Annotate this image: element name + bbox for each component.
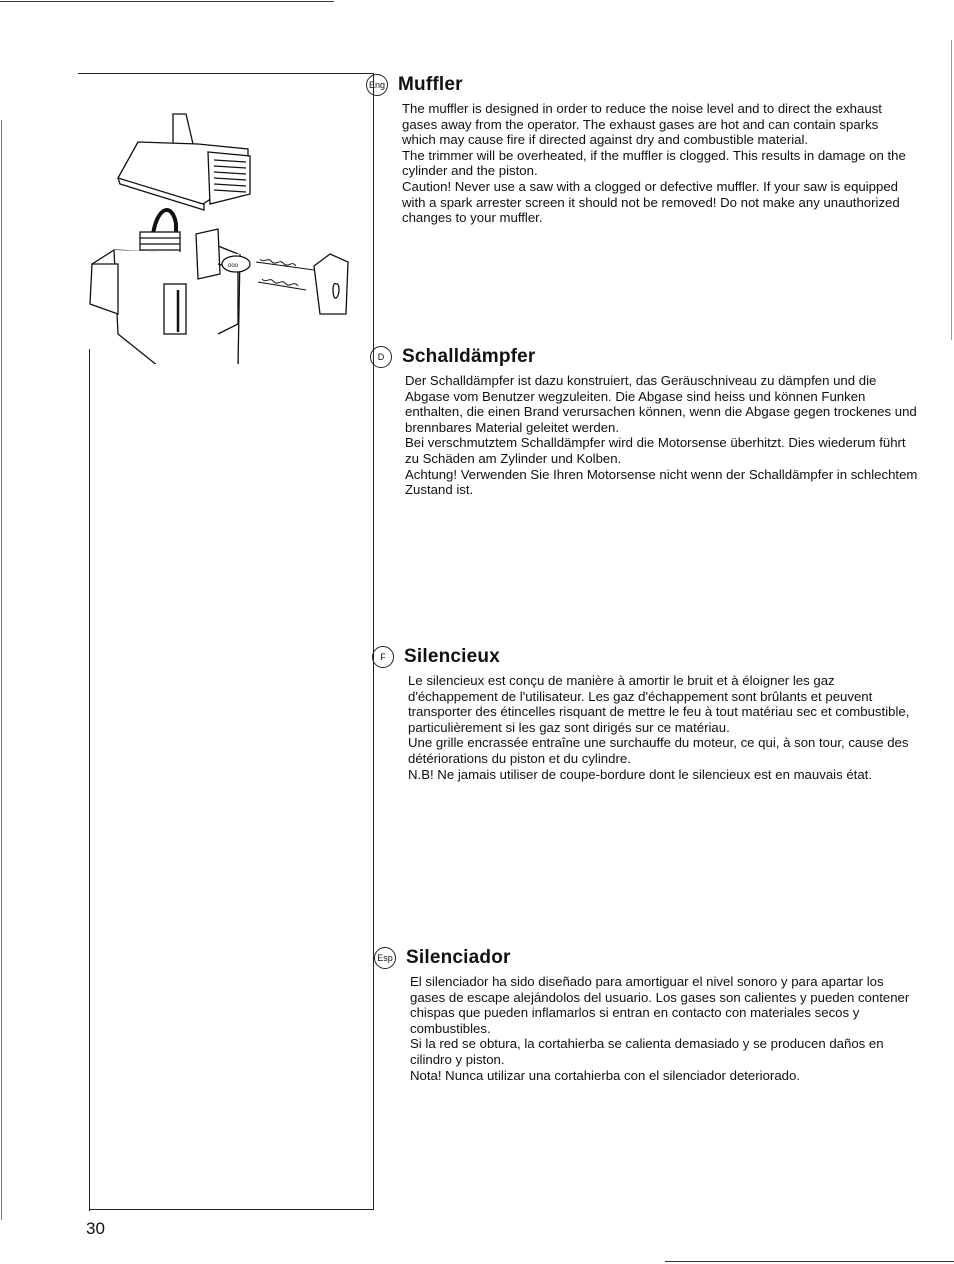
right-edge-line	[951, 40, 952, 340]
section-body	[410, 974, 922, 1083]
section-title: Silenciador	[406, 947, 511, 968]
paragraph: Caution! Never use a saw with a clogged or defective muffler. If your saw is equipped with a spark arrester screen it should not be removed! Do not make any unauthorized changes to your muffler.	[402, 178, 900, 226]
section-title: Schalldämpfer	[402, 346, 536, 367]
section-body	[405, 373, 918, 498]
language-badge-icon: Esp	[374, 947, 396, 969]
panel-inner-line	[89, 349, 90, 1211]
bottom-rule	[665, 1261, 954, 1262]
paragraph: The trimmer will be overheated, if the muffler is clogged. This results in damage on the cylinder and the piston.	[402, 147, 906, 179]
section-spanish	[374, 946, 922, 1083]
section-french	[372, 645, 920, 782]
section-header	[370, 345, 918, 369]
paragraph: Une grille encrassée entraîne une surchauffe du moteur, ce qui, à son tour, cause des détériorations du piston et du cylindre.	[408, 735, 909, 766]
section-german	[370, 345, 918, 498]
paragraph: Nota! Nunca utilizar una cortahierba con el silenciador deteriorado.	[410, 1067, 800, 1083]
paragraph: Si la red se obtura, la cortahierba se calienta demasiado y se producen daños en cilindro y piston.	[410, 1036, 884, 1067]
language-badge-icon: F	[372, 646, 394, 668]
language-badge-icon: D	[370, 346, 392, 368]
paragraph: Achtung! Verwenden Sie Ihren Motorsense nicht wenn der Schalldämpfer in schlechtem Zustand ist.	[405, 466, 918, 498]
svg-text:ooo: ooo	[228, 263, 239, 269]
paragraph: Bei verschmutztem Schalldämpfer wird die Motorsense überhitzt. Dies wiederum führt zu Schäden am Zylinder und Kolben.	[405, 435, 906, 466]
section-header	[374, 946, 922, 970]
top-rule	[0, 1, 334, 2]
paragraph: The muffler is designed in order to reduce the noise level and to direct the exhaust gases away from the operator. The exhaust gases are hot and can contain sparks which may cause fire if directed against dry and combustible material.	[402, 101, 882, 148]
section-title: Silencieux	[404, 646, 500, 667]
panel-bottom-line	[89, 1209, 374, 1210]
section-header	[366, 73, 914, 97]
paragraph: Der Schalldämpfer ist dazu konstruiert, das Geräuschniveau zu dämpfen und die Abgase vom Benutzer wegzuleiten. Die Abgase sind heiss und können Funken enthalten, die einen Brand verursachen können, wenn die Abgase gegen trockenes und brennbares Material geleitet werden.	[405, 373, 917, 435]
section-header	[372, 645, 920, 669]
paragraph: El silenciador ha sido diseñado para amortiguar el nivel sonoro y para apartar los gases de escape alejándolos del usuario. Los gases son calientes y pueden contener chispas que pueden inflamarlos si entran en contacto con materiales secos y combustibles.	[410, 974, 910, 1036]
section-body	[402, 101, 914, 226]
paragraph: Le silencieux est conçu de manière à amortir le bruit et à éloigner les gaz d'échappement de l'utilisateur. Les gaz d'échappement sont brûlants et peuvent transporter des étincelles risquant de mettre le feu à tout matériau sec et combustible, particulièrement si les gaz sont dirigés sur ce matériau.	[408, 673, 910, 735]
page-number: 30	[86, 1219, 105, 1238]
left-edge-line	[1, 120, 2, 1220]
section-english	[366, 73, 914, 226]
paragraph: N.B! Ne jamais utiliser de coupe-bordure dont le silencieux est en mauvais état.	[408, 766, 872, 782]
section-body	[408, 673, 920, 782]
language-badge-icon: Eng	[366, 74, 388, 96]
muffler-assembly-illustration	[78, 104, 374, 364]
section-title: Muffler	[398, 74, 463, 95]
illustration-panel	[78, 73, 374, 1210]
